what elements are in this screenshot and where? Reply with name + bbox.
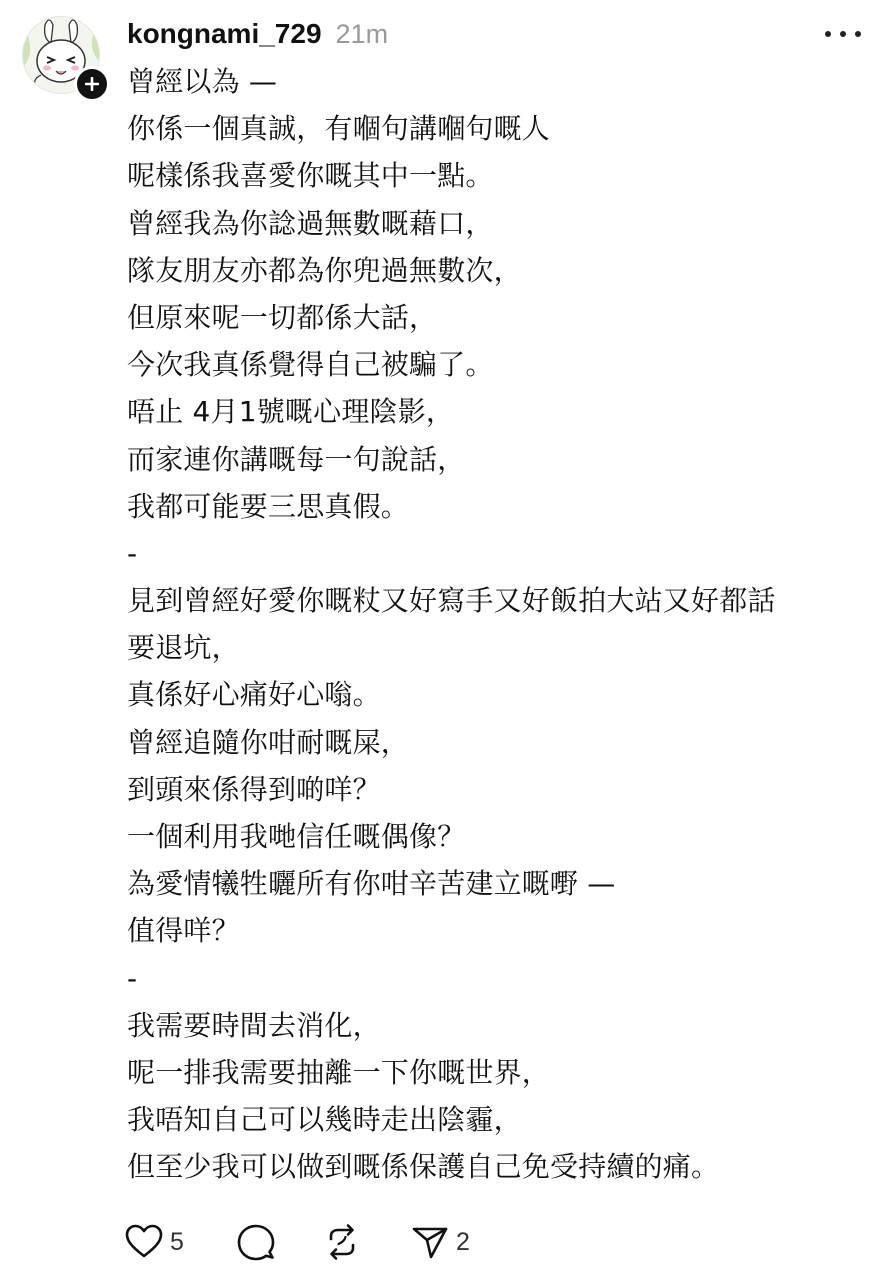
post-text-line: 真係好心痛好心嗡。	[127, 678, 381, 712]
post-text-line: 見到曾經好愛你嘅粀又好寫手又好飯拍大站又好都話	[127, 584, 776, 618]
post-text-line: 我需要時間去消化，	[127, 1008, 381, 1042]
post-timestamp: 21m	[335, 18, 389, 49]
post-text-line: -	[127, 961, 138, 995]
post-text-line: 你係一個真誠，有嗰句講嗰句嘅人	[127, 112, 551, 146]
repost-icon	[322, 1222, 362, 1262]
post-text-line: 但至少我可以做到嘅係保護自己免受持續的痛。	[127, 1150, 720, 1184]
post-text-line: 但原來呢一切都係大話，	[127, 300, 438, 334]
heart-icon	[124, 1222, 164, 1262]
plus-icon	[85, 77, 99, 91]
post-text-line: 我都可能要三思真假。	[127, 489, 410, 523]
post-text	[127, 58, 867, 1191]
post-actions	[124, 1218, 490, 1266]
post-text-line: 為愛情犧牲曬所有你咁辛苦建立嘅嘢 —	[127, 867, 616, 901]
post-text-line: 今次我真係覺得自己被騙了。	[127, 348, 494, 382]
post-text-line: 唔止 4月1號嘅心理陰影，	[127, 395, 455, 429]
post-text-line: 隊友朋友亦都為你兜過無數次，	[127, 253, 522, 287]
post-header	[127, 14, 388, 54]
post-text-line: 曾經我為你諗過無數嘅藉口，	[127, 206, 494, 240]
share-button[interactable]	[410, 1218, 490, 1266]
post-text-line: 呢樣係我喜愛你嘅其中一點。	[127, 159, 494, 193]
post-text-line: -	[127, 536, 138, 570]
comment-button[interactable]	[236, 1218, 322, 1266]
post-text-line: 而家連你講嘅每一句說話，	[127, 442, 466, 476]
follow-button[interactable]	[74, 66, 110, 102]
post-text-line: 一個利用我哋信任嘅偶像？	[127, 820, 466, 853]
post-text-line: 曾經以為 —	[127, 65, 278, 98]
post-text-line: 呢一排我需要抽離一下你嘅世界，	[127, 1055, 551, 1089]
post-text-line: 曾經追隨你咁耐嘅屎，	[127, 725, 410, 759]
post-text-line: 要退坑，	[127, 631, 240, 665]
send-icon	[410, 1222, 450, 1262]
username-link[interactable]: kongnami_729	[127, 18, 322, 49]
more-dot-icon	[825, 31, 831, 37]
repost-button[interactable]	[322, 1218, 410, 1266]
share-count: 2	[456, 1227, 470, 1256]
post-text-line: 我唔知自己可以幾時走出陰霾，	[127, 1103, 522, 1137]
more-dot-icon	[855, 31, 861, 37]
comment-icon	[236, 1222, 276, 1262]
author-avatar-container[interactable]	[22, 16, 102, 96]
more-options-button[interactable]	[825, 22, 861, 46]
more-dot-icon	[840, 31, 846, 37]
like-count: 5	[170, 1227, 184, 1256]
post-text-line: 到頭來係得到啲咩？	[127, 772, 381, 806]
like-button[interactable]	[124, 1218, 236, 1266]
post-text-line: 值得咩？	[127, 914, 240, 948]
